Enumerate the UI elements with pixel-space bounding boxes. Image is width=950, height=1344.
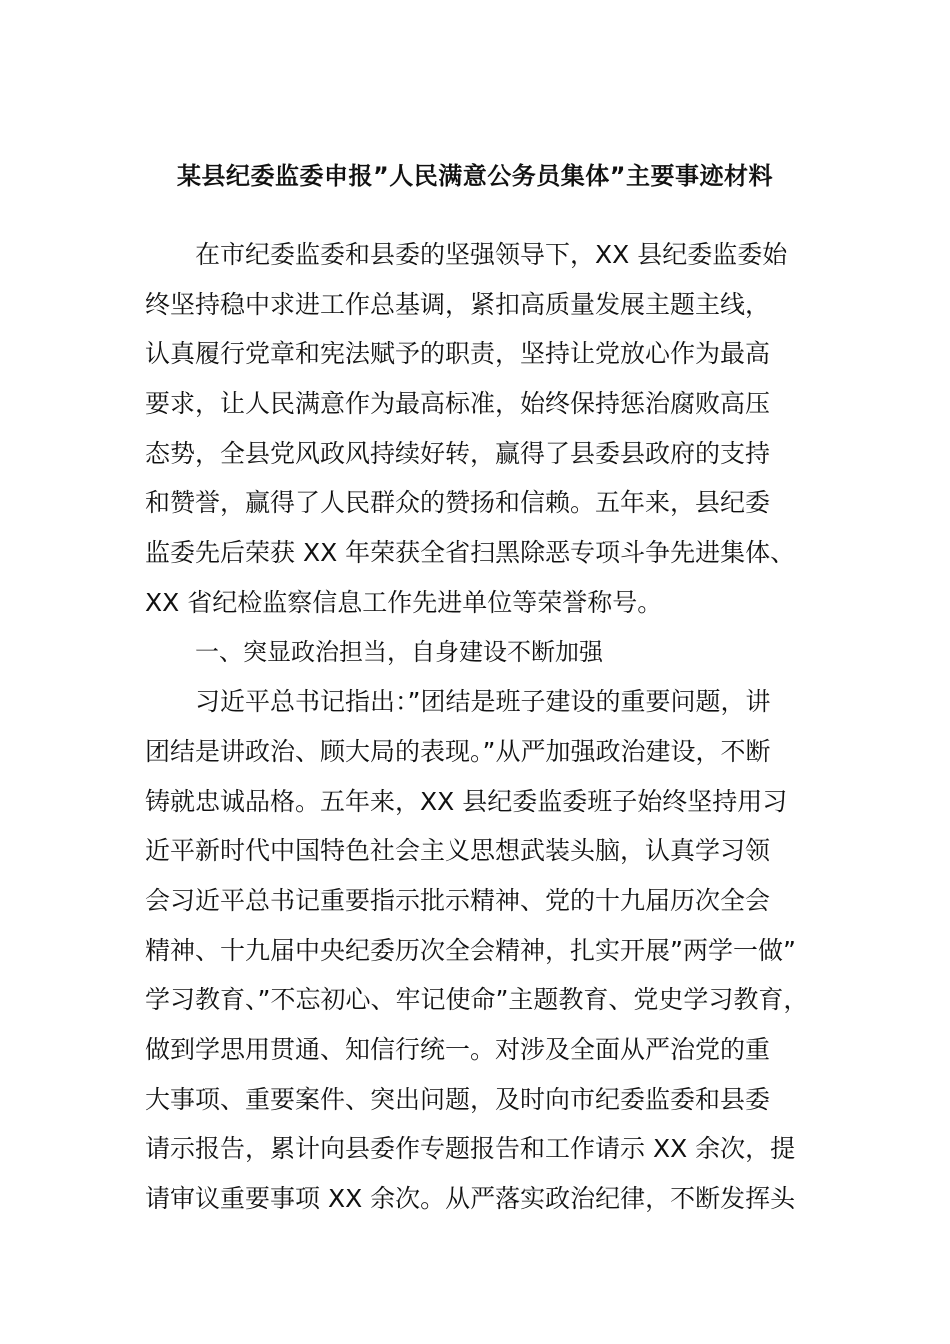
paragraph-line: 终坚持稳中求进工作总基调，紧扣高质量发展主题主线， <box>145 289 771 319</box>
paragraph-line: 请审议重要事项 XX 余次。从严落实政治纪律，不断发挥头 <box>145 1184 796 1214</box>
paragraph-line: 精神、十九届中央纪委历次全会精神，扎实开展”两学一做” <box>145 935 796 965</box>
document-title: 某县纪委监委申报”人民满意公务员集体”主要事迹材料 <box>176 162 774 190</box>
paragraph-line: 会习近平总书记重要指示批示精神、党的十九届历次全会 <box>145 885 771 915</box>
paragraph-line: 在市纪委监委和县委的坚强领导下，XX 县纪委监委始 <box>195 240 788 269</box>
paragraph-line: 请示报告，累计向县委作专题报告和工作请示 XX 余次，提 <box>145 1134 796 1164</box>
paragraph-line: 认真履行党章和宪法赋予的职责，坚持让党放心作为最高 <box>145 339 771 369</box>
paragraph-line: 监委先后荣获 XX 年荣获全省扫黑除恶专项斗争先进集体、 <box>145 538 796 568</box>
section-heading: 一、突显政治担当，自身建设不断加强 <box>195 637 603 666</box>
paragraph-line: 做到学思用贯通、知信行统一。对涉及全面从严治党的重 <box>145 1035 771 1064</box>
paragraph-line: 和赞誉，赢得了人民群众的赞扬和信赖。五年来，县纪委 <box>145 488 771 518</box>
paragraph-line: 近平新时代中国特色社会主义思想武装头脑，认真学习领 <box>145 836 771 866</box>
paragraph-line: 团结是讲政治、顾大局的表现。”从严加强政治建设，不断 <box>145 736 771 766</box>
paragraph-line: XX 省纪检监察信息工作先进单位等荣誉称号。 <box>145 587 663 617</box>
paragraph-line: 要求，让人民满意作为最高标准，始终保持惩治腐败高压 <box>145 389 771 419</box>
document-body <box>145 230 815 1224</box>
paragraph-line: 铸就忠诚品格。五年来，XX 县纪委监委班子始终坚持用习 <box>145 786 788 816</box>
paragraph-line: 大事项、重要案件、突出问题，及时向市纪委监委和县委 <box>145 1084 771 1114</box>
paragraph-line: 态势，全县党风政风持续好转，赢得了县委县政府的支持 <box>145 438 771 468</box>
paragraph-line: 学习教育、”不忘初心、牢记使命”主题教育、党史学习教育， <box>145 985 809 1015</box>
paragraph-line: 习近平总书记指出：”团结是班子建设的重要问题，讲 <box>195 687 771 717</box>
